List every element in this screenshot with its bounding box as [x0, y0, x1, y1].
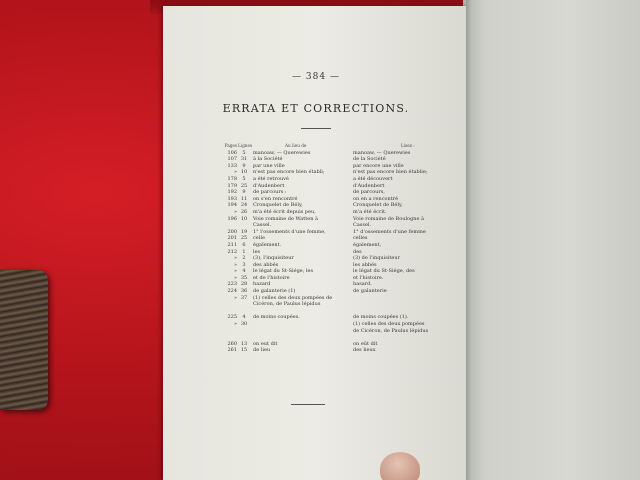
row-line: 35 [240, 274, 248, 281]
row-fix: de moins coupées (1). [353, 314, 409, 321]
table-row [223, 216, 463, 229]
row-page: 224 [227, 288, 237, 295]
page-number: — 384 — [292, 72, 340, 82]
table-row [223, 209, 463, 216]
row-page: 106 [227, 149, 237, 156]
row-line: 25 [240, 182, 248, 189]
row-page: 178 [227, 175, 237, 182]
table-row [223, 321, 463, 341]
row-read: Cronquelet de Bély, [253, 202, 303, 209]
row-page: » [233, 255, 237, 262]
row-line: 2 [242, 255, 246, 262]
row-fix: également, [353, 241, 382, 248]
row-read: hazard [253, 281, 271, 288]
row-line: 30 [240, 321, 248, 328]
row-line: 25 [240, 235, 248, 242]
row-fix: (3) de l'inquisiteur [353, 255, 400, 262]
row-fix: par encore une ville [353, 162, 404, 169]
row-read: a été retrouvé [253, 175, 289, 182]
row-fix: 1° d'ossements d'une femme [353, 228, 426, 235]
row-fix: de galanterie [353, 288, 387, 295]
row-page: » [233, 261, 237, 268]
row-page: » [233, 274, 237, 281]
row-line: 26 [240, 208, 248, 215]
row-read: (1) celles des deux pompées de Cicéron, de Paulus lépidus [253, 294, 333, 308]
row-fix: des lieux [353, 347, 376, 354]
row-read: et de l'histoire [253, 274, 290, 281]
header-page: Pages [224, 143, 237, 148]
header-read: Au lieu de [285, 143, 307, 148]
row-line: 11 [240, 195, 248, 202]
table-row [223, 156, 463, 163]
row-fix: n'est pas encore bien établie; [353, 169, 428, 176]
row-page: 211 [227, 241, 237, 248]
row-line: 5 [242, 149, 246, 156]
row-read: on eut dit [253, 340, 278, 347]
row-line: 3 [242, 261, 246, 268]
row-read: d'Audenbert [253, 182, 285, 189]
table-row [223, 295, 463, 315]
row-page: » [233, 321, 237, 328]
row-read: également. [253, 241, 282, 248]
table-row [223, 341, 463, 348]
row-page: 196 [227, 215, 237, 222]
row-page: » [233, 294, 237, 301]
row-fix: a été découvert [353, 175, 393, 182]
row-read: on s'en rencontré [253, 195, 298, 202]
table-row [223, 189, 463, 196]
row-fix: le légat du St-Siége, des [353, 268, 415, 275]
row-line: 24 [240, 202, 248, 209]
row-page: 133 [227, 162, 237, 169]
row-fix: de la Société [353, 156, 386, 163]
header-fix: Lisez : [401, 143, 415, 148]
table-row [223, 235, 463, 242]
table-row [223, 183, 463, 190]
blank-facing-page [463, 0, 640, 480]
thumb [380, 452, 420, 480]
row-line: 15 [240, 347, 248, 354]
row-page: 179 [227, 182, 237, 189]
row-read: (3), l'inquisiteur [253, 255, 294, 262]
row-page: 194 [227, 202, 237, 209]
end-rule [291, 404, 325, 405]
row-fix: et l'histoire. [353, 274, 384, 281]
row-page: 212 [227, 248, 237, 255]
row-read: les [253, 248, 261, 255]
row-fix: (1) celles des deux pompées de Cicéron, de Paulus lépidus [353, 321, 429, 334]
row-read: de galanterie (1) [253, 288, 296, 295]
row-line: 4 [242, 268, 246, 275]
row-line: 13 [240, 340, 248, 347]
row-page: 260 [227, 340, 237, 347]
table-row [223, 202, 463, 209]
table-header [223, 143, 463, 150]
errata-table [223, 143, 463, 354]
row-read: 1° l'ossements d'une femme, [253, 228, 326, 235]
row-read: de lieu [253, 347, 271, 354]
table-row [223, 347, 463, 354]
row-fix: des [353, 248, 362, 255]
page-title: ERRATA ET CORRECTIONS. [222, 102, 410, 115]
row-line: 31 [240, 156, 248, 163]
row-fix: les abbés [353, 261, 377, 268]
row-line: 4 [242, 314, 246, 321]
row-page: 223 [227, 281, 237, 288]
row-read: le légat du St-Siége, les [253, 268, 314, 275]
table-row [223, 314, 463, 321]
row-read: de parcours : [253, 189, 287, 196]
row-page: » [233, 268, 237, 275]
table-row [223, 242, 463, 249]
row-line: 36 [240, 288, 248, 295]
row-fix: de parcours, [353, 189, 385, 196]
row-page: » [233, 208, 237, 215]
row-line: 28 [240, 281, 248, 288]
row-fix: hasard. [353, 281, 372, 288]
row-fix: m'a été écrit. [353, 208, 387, 215]
row-read: celle [253, 235, 265, 242]
table-row [223, 169, 463, 176]
table-row [223, 229, 463, 236]
row-page: » [233, 169, 237, 176]
row-page: 107 [227, 156, 237, 163]
table-row [223, 288, 463, 295]
errata-rows [223, 150, 463, 354]
row-page: 200 [227, 228, 237, 235]
row-fix: Voie romaine de Boulogne à Cassel. [353, 215, 425, 229]
book-stack [0, 270, 48, 410]
row-page: 201 [227, 235, 237, 242]
row-fix: on eût dit [353, 340, 378, 347]
row-line: 5 [242, 175, 246, 182]
row-line: 37 [240, 294, 248, 301]
row-read: par une ville [253, 162, 285, 169]
header-line: Lignes [238, 143, 253, 148]
row-line: 10 [240, 215, 248, 222]
row-page: 192 [227, 189, 237, 196]
row-read: de moins coupées. [253, 314, 300, 321]
table-row [223, 275, 463, 282]
table-row [223, 255, 463, 262]
row-line: 10 [240, 169, 248, 176]
row-page: 261 [227, 347, 237, 354]
row-read: manoaw, — Querewies [253, 149, 311, 156]
table-row [223, 176, 463, 183]
errata-page [163, 6, 469, 480]
row-page: 225 [227, 314, 237, 321]
table-row [223, 268, 463, 275]
row-line: 1 [242, 248, 246, 255]
row-fix: d'Audenbert [353, 182, 385, 189]
row-fix: Cronquelet de Bély, [353, 202, 403, 209]
title-rule [301, 128, 331, 129]
row-page: 193 [227, 195, 237, 202]
row-line: 9 [242, 189, 246, 196]
row-line: 6 [242, 241, 246, 248]
row-read: m'a été écrit depuis peu, [253, 208, 316, 215]
row-read: à la Société [253, 156, 283, 163]
row-line: 9 [242, 162, 246, 169]
row-read: n'est pas encore bien établi; [253, 169, 325, 176]
book-gutter [466, 0, 472, 480]
row-fix: manoaw, — Querewies [353, 149, 411, 156]
row-read: des abbés [253, 261, 279, 268]
row-read: Voie romaine de Watten à Cassel. [253, 215, 319, 229]
row-fix: celles [353, 235, 368, 242]
row-line: 19 [240, 228, 248, 235]
row-fix: on en a rencontré [353, 195, 399, 202]
